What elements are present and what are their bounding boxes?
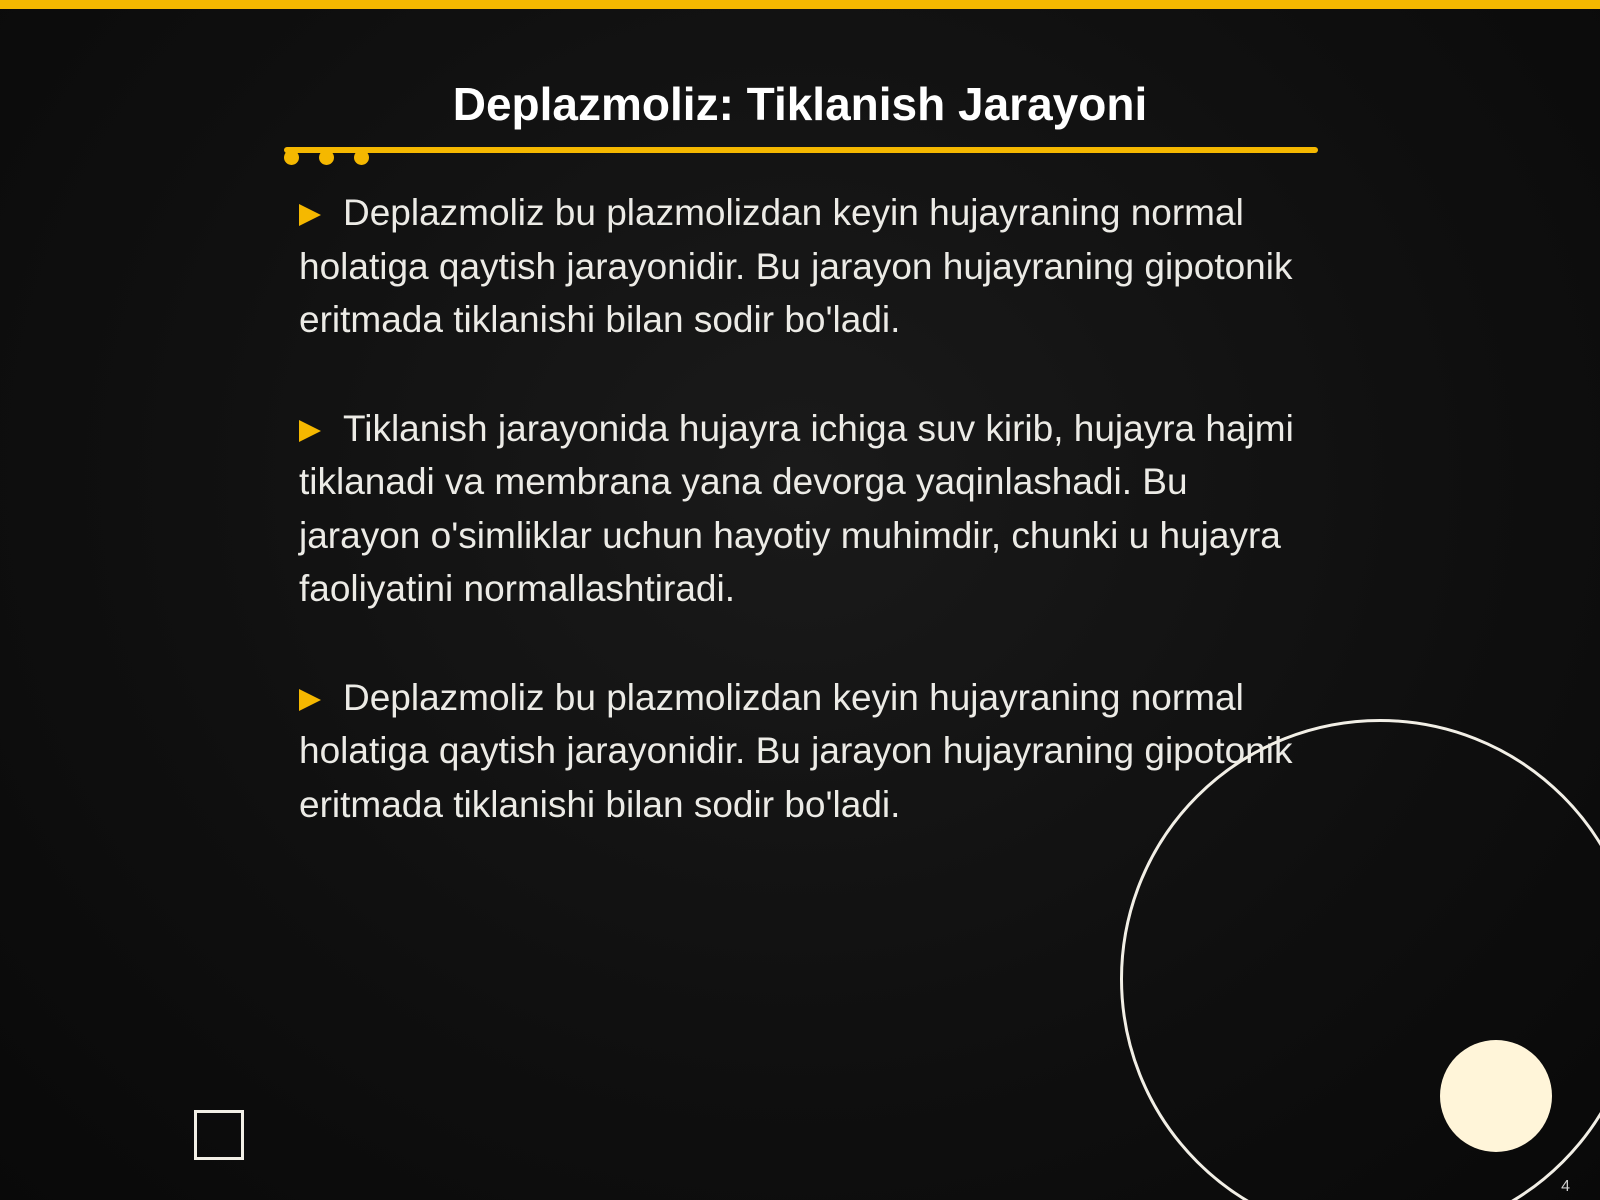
page-number: 4 — [1561, 1178, 1570, 1195]
slide-title: Deplazmoliz: Tiklanish Jarayoni — [452, 78, 1148, 130]
triangle-right-icon — [299, 689, 321, 711]
top-accent-bar — [0, 0, 1600, 9]
title-underline — [284, 147, 1318, 153]
decor-dot — [319, 150, 334, 165]
bullet-text: Deplazmoliz bu plazmolizdan keyin hujayraning normal holatiga qaytish jarayonidir. Bu jarayon hujayraning gipotonik eritmada tiklanishi bilan sodir bo'ladi. — [299, 676, 1293, 825]
decor-dot — [284, 150, 299, 165]
bullet-item — [299, 671, 1309, 832]
bullet-item — [299, 402, 1309, 616]
triangle-right-icon — [299, 204, 321, 226]
bullet-text: Deplazmoliz bu plazmolizdan keyin hujayraning normal holatiga qaytish jarayonidir. Bu jarayon hujayraning gipotonik eritmada tiklanishi bilan sodir bo'ladi. — [299, 192, 1293, 340]
decor-filled-circle — [1440, 1040, 1552, 1152]
bullet-item — [299, 186, 1309, 347]
triangle-right-icon — [299, 420, 321, 442]
bullet-text: Tiklanish jarayonida hujayra ichiga suv kirib, hujayra hajmi tiklanadi va membrana yana devorga yaqinlashadi. Bu jarayon o'simliklar uchun hayotiy muhimdir, chunki u hujayra faoliyatini normallashtiradi. — [299, 407, 1294, 609]
decor-square — [194, 1110, 244, 1160]
decor-dot — [354, 150, 369, 165]
bullet-list — [299, 186, 1309, 886]
